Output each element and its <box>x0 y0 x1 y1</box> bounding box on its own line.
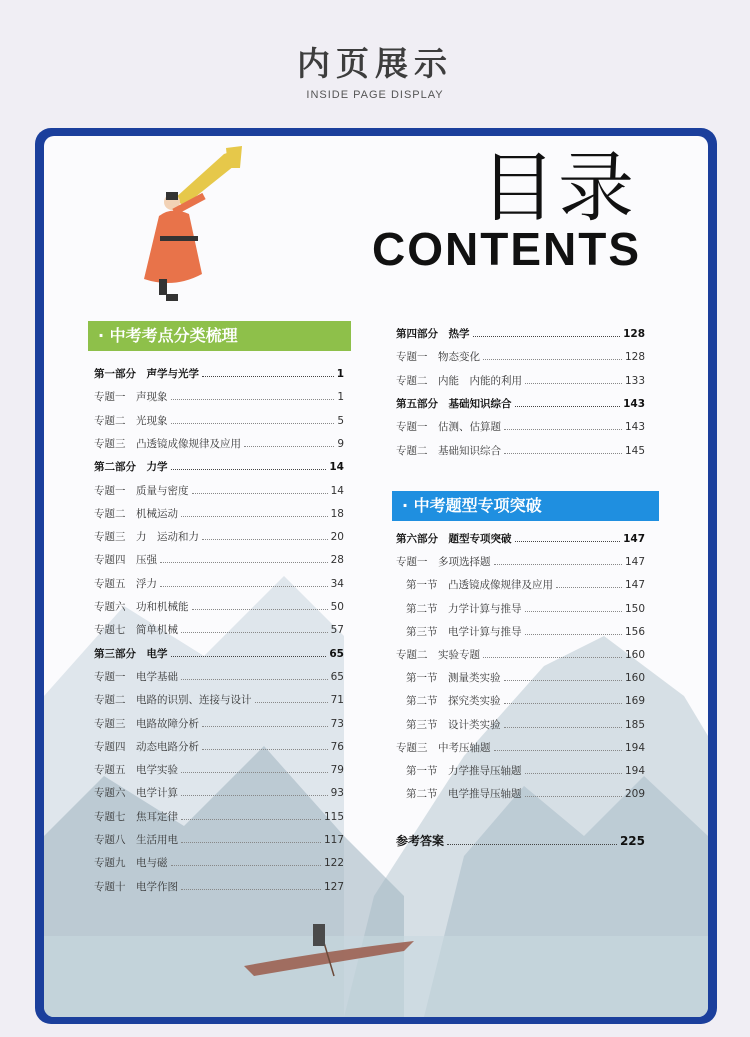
toc-entry[interactable] <box>94 413 344 429</box>
toc-entry[interactable] <box>94 622 344 638</box>
dot-leader <box>171 413 335 424</box>
answers-row-wrap <box>396 833 645 853</box>
dot-leader <box>202 716 328 727</box>
dot-leader <box>181 622 328 633</box>
toc-entry[interactable] <box>94 879 344 895</box>
dot-leader <box>504 419 622 430</box>
toc-entry[interactable] <box>396 647 645 663</box>
dot-leader <box>181 506 328 517</box>
toc-entry[interactable] <box>396 443 645 459</box>
toc-entry-label: 第一节 凸透镜成像规律及应用 <box>406 579 553 592</box>
toc-entry[interactable] <box>94 529 344 545</box>
dot-leader <box>244 436 334 447</box>
dot-leader <box>181 762 328 773</box>
dot-leader <box>192 599 328 610</box>
toc-entry[interactable] <box>94 832 344 848</box>
toc-entry-label: 专题二 机械运动 <box>94 507 178 520</box>
toc-entry-page: 194 <box>624 765 645 777</box>
section-banner-left: · 中考考点分类梳理 <box>88 321 351 351</box>
toc-entry-label: 专题一 估测、估算题 <box>396 421 501 434</box>
toc-entry-page: 143 <box>624 421 645 434</box>
section-banner-right: · 中考题型专项突破 <box>392 491 659 521</box>
toc-entry-page: 169 <box>624 695 645 708</box>
toc-entry[interactable] <box>406 763 645 779</box>
dot-leader <box>556 577 622 588</box>
dot-leader <box>255 692 328 703</box>
dot-leader <box>525 786 622 797</box>
dot-leader <box>160 576 328 587</box>
dot-leader <box>515 531 621 542</box>
toc-entry-label: 专题七 焦耳定律 <box>94 810 178 823</box>
dot-leader <box>160 552 328 563</box>
toc-entry-page: 71 <box>330 694 344 707</box>
toc-entry-page: 194 <box>624 741 645 754</box>
toc-entry-label: 第二节 力学计算与推导 <box>406 602 522 615</box>
dot-leader <box>525 624 622 635</box>
dot-leader <box>504 443 622 454</box>
toc-entry-label: 专题五 浮力 <box>94 577 157 590</box>
toc-entry-page: 160 <box>624 649 645 661</box>
toc-entry-label: 专题一 质量与密度 <box>94 484 189 497</box>
dot-leader <box>494 554 622 565</box>
dot-leader <box>473 326 621 337</box>
toc-entry[interactable] <box>94 855 344 871</box>
dot-leader <box>483 647 622 658</box>
toc-entry-page: 1 <box>337 391 344 404</box>
toc-entry[interactable] <box>94 576 344 592</box>
dot-leader <box>181 785 328 796</box>
toc-entry-label: 第一部分 声学与光学 <box>94 368 199 380</box>
toc-entry-page: 28 <box>330 554 344 567</box>
toc-entry-label: 第一节 测量类实验 <box>406 672 501 685</box>
toc-entry-page: 147 <box>624 556 645 569</box>
dot-leader <box>483 349 622 360</box>
dot-leader <box>192 483 328 494</box>
dot-leader <box>181 832 321 843</box>
toc-entry-label: 第四部分 热学 <box>396 328 470 340</box>
toc-entry-label: 第三部分 电学 <box>94 647 168 660</box>
toc-entry-page: 20 <box>330 531 344 544</box>
toc-entry-label: 第一节 力学推导压轴题 <box>406 765 522 777</box>
toc-entry-label: 专题一 声现象 <box>94 391 168 404</box>
toc-entry-page: 122 <box>323 857 344 870</box>
toc-entry-label: 专题二 基础知识综合 <box>396 444 501 457</box>
dot-leader <box>504 693 622 704</box>
toc-entry[interactable] <box>94 739 344 755</box>
toc-entry-label: 专题三 凸透镜成像规律及应用 <box>94 437 241 450</box>
toc-entry-page: 14 <box>329 461 344 474</box>
toc-entry-label: 第三节 电学计算与推导 <box>406 625 522 638</box>
toc-entry[interactable] <box>406 693 645 709</box>
toc-entry-label: 专题五 电学实验 <box>94 764 178 777</box>
toc-entry-page: 160 <box>624 672 645 685</box>
toc-entry-label: 专题七 简单机械 <box>94 624 178 637</box>
toc-entry-page: 117 <box>323 834 344 846</box>
dot-leader <box>202 739 328 750</box>
toc-entry[interactable] <box>396 396 645 412</box>
dot-leader <box>525 763 622 774</box>
toc-entry-label: 第二部分 力学 <box>94 461 168 474</box>
toc-entry[interactable] <box>94 552 344 568</box>
toc-entry-page: 147 <box>624 579 645 592</box>
toc-entry-label: 专题九 电与磁 <box>94 857 168 870</box>
toc-entry-page: 145 <box>624 444 645 457</box>
toc-entry-page: 5 <box>337 414 344 427</box>
dot-leader <box>171 646 327 657</box>
dot-leader <box>171 389 335 400</box>
toc-entry[interactable] <box>396 373 645 389</box>
toc-entry-page: 147 <box>623 533 645 545</box>
toc-entry-page: 79 <box>330 764 344 777</box>
toc-entry[interactable] <box>396 531 645 547</box>
toc-entry[interactable] <box>406 601 645 617</box>
toc-entry-page: 65 <box>330 670 344 683</box>
toc-entry-label: 专题四 动态电路分析 <box>94 740 199 753</box>
toc-entry-label: 第二节 探究类实验 <box>406 695 501 708</box>
toc-entry-label: 专题二 实验专题 <box>396 649 480 661</box>
mulu-title: 目录 <box>480 143 636 232</box>
toc-entry-page: 50 <box>330 601 344 613</box>
toc-entry[interactable] <box>396 419 645 435</box>
dot-leader <box>504 717 622 728</box>
toc-entry[interactable] <box>396 740 645 756</box>
toc-entry-label: 专题一 多项选择题 <box>396 556 491 569</box>
dot-leader <box>202 529 328 540</box>
horn-blower-figure <box>104 144 244 314</box>
toc-entry[interactable] <box>94 599 344 615</box>
contents-title: CONTENTS <box>372 223 641 275</box>
toc-entry[interactable] <box>406 717 645 733</box>
dot-leader <box>515 396 621 407</box>
dot-leader <box>181 809 321 820</box>
book-page <box>44 136 708 1017</box>
toc-entry-answers[interactable]: 参考答案 225 <box>396 834 645 848</box>
toc-entry-page: 143 <box>623 397 645 410</box>
toc-entry-label: 专题六 电学计算 <box>94 787 178 800</box>
toc-entry-label: 专题四 压强 <box>94 554 157 567</box>
toc-entry[interactable] <box>396 554 645 570</box>
toc-entry-page: 209 <box>624 788 645 801</box>
dot-leader <box>171 855 321 866</box>
toc-entry-page: 185 <box>624 718 645 731</box>
toc-entry-label: 专题一 电学基础 <box>94 670 178 683</box>
toc-entry-label: 专题一 物态变化 <box>396 351 480 364</box>
toc-entry-label: 专题二 电路的识别、连接与设计 <box>94 694 252 707</box>
page-title: 内页展示 <box>297 44 453 83</box>
toc-entry[interactable] <box>94 506 344 522</box>
toc-entry-page: 65 <box>329 647 344 660</box>
toc-entry[interactable] <box>94 669 344 685</box>
toc-entry-label: 第五部分 基础知识综合 <box>396 397 512 410</box>
toc-entry[interactable] <box>396 349 645 365</box>
toc-entry-label: 专题二 内能 内能的利用 <box>396 374 522 387</box>
toc-entry-page: 9 <box>337 437 344 450</box>
toc-entry[interactable] <box>94 716 344 732</box>
toc-entry-page: 1 <box>336 368 344 380</box>
toc-entry-label: 专题三 中考压轴题 <box>396 741 491 754</box>
toc-entry-label: 第三节 设计类实验 <box>406 718 501 731</box>
toc-entry-page: 128 <box>624 351 645 364</box>
dot-leader <box>202 366 334 377</box>
page-header <box>0 0 750 125</box>
toc-entry-page: 115 <box>323 810 344 823</box>
toc-entry[interactable] <box>94 436 344 452</box>
dot-leader <box>494 740 622 751</box>
toc-entry-page: 150 <box>624 602 645 615</box>
toc-entry[interactable] <box>94 692 344 708</box>
toc-entry[interactable] <box>406 786 645 802</box>
toc-entry-page: 73 <box>330 717 344 730</box>
toc-entry-label: 专题三 力 运动和力 <box>94 531 199 544</box>
toc-entry-page: 57 <box>330 624 344 637</box>
toc-entry-label: 专题二 光现象 <box>94 414 168 427</box>
toc-entry[interactable] <box>406 670 645 686</box>
toc-entry[interactable] <box>406 624 645 640</box>
toc-entry[interactable] <box>94 785 344 801</box>
toc-entry-page: 128 <box>623 328 645 340</box>
toc-entry-label: 专题三 电路故障分析 <box>94 717 199 730</box>
toc-entry[interactable] <box>94 459 344 475</box>
dot-leader <box>181 669 328 680</box>
toc-entry-label: 第二节 电学推导压轴题 <box>406 788 522 801</box>
toc-entry[interactable] <box>94 809 344 825</box>
toc-entry[interactable] <box>94 483 344 499</box>
toc-entry-page: 156 <box>624 625 645 638</box>
toc-entry-label: 第六部分 题型专项突破 <box>396 533 512 545</box>
page-subtitle: INSIDE PAGE DISPLAY <box>306 89 444 101</box>
toc-entry[interactable] <box>94 762 344 778</box>
dot-leader <box>525 373 622 384</box>
dot-leader <box>525 601 622 612</box>
toc-entry-page: 18 <box>330 507 344 520</box>
toc-entry-label: 专题六 功和机械能 <box>94 601 189 613</box>
toc-entry[interactable] <box>396 326 645 342</box>
toc-entry-page: 14 <box>330 484 344 497</box>
toc-entry-page: 76 <box>330 740 344 753</box>
toc-entry[interactable] <box>406 577 645 593</box>
toc-entry-page: 127 <box>323 880 344 893</box>
toc-entry-label: 专题八 生活用电 <box>94 834 178 846</box>
toc-entry[interactable] <box>94 366 344 382</box>
dot-leader <box>171 459 327 470</box>
toc-entry[interactable] <box>94 389 344 405</box>
toc-entry-page: 34 <box>330 577 344 590</box>
toc-entry[interactable] <box>94 646 344 662</box>
dot-leader <box>181 879 321 890</box>
toc-entry-page: 133 <box>624 374 645 387</box>
toc-entry-page: 93 <box>330 787 344 800</box>
dot-leader <box>504 670 622 681</box>
toc-entry-label: 专题十 电学作图 <box>94 880 178 893</box>
